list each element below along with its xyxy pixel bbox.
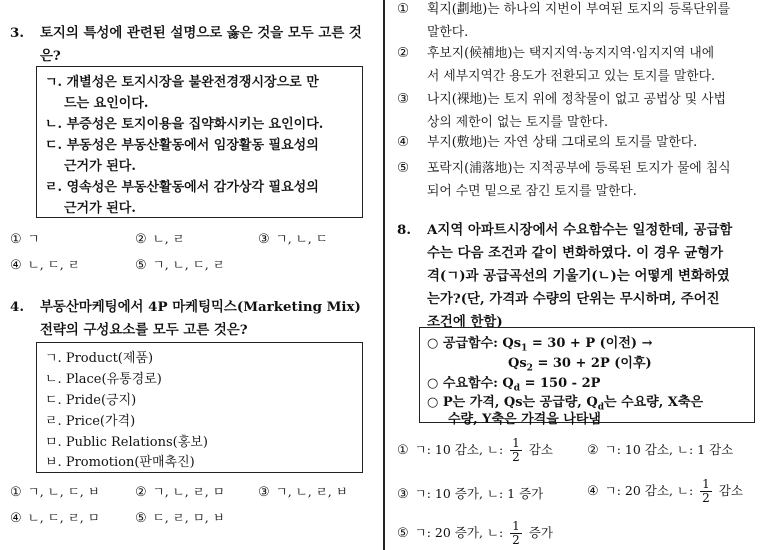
- q4-item-a: ㄱ. Product(제품): [45, 351, 154, 366]
- q3-item-a-cont: 드는 요인이다.: [64, 96, 149, 111]
- q3-option-5[interactable]: ⑤ ㄱ, ㄴ, ㄷ, ㄹ: [135, 257, 225, 273]
- q4-option-4[interactable]: ④ ㄴ, ㄷ, ㄹ, ㅁ: [10, 510, 100, 526]
- question-3: [10, 22, 370, 68]
- q8-option-2[interactable]: ② ㄱ: 10 감소, ㄴ: 1 감소: [587, 442, 734, 458]
- question-8: 8. A지역 아파트시장에서 수요함수는 일정한데, 공급함 수는 다음 조건과 같이 변화하였다. 이 경우 균형가 격(ㄱ)과 공급곡선의 기울기(ㄴ)는 어떻게 변화하였 는가?(단, 가격과 수량의 단위는 무시하며, 주어진 조건에 한함): [397, 219, 762, 334]
- q8-option-3[interactable]: ③ ㄱ: 10 증가, ㄴ: 1 증가: [397, 486, 544, 502]
- q8-option-1[interactable]: ① ㄱ: 10 감소, ㄴ: $\frac{1}{2}$ 감소: [397, 436, 553, 464]
- q4-item-e: ㅁ. Public Relations(홍보): [45, 435, 208, 450]
- q8-option-5[interactable]: ⑤ ㄱ: 20 증가, ㄴ: $\frac{1}{2}$ 증가: [397, 519, 553, 547]
- q8-note-line1: ○ P는 가격, Qs는 공급량, $Q_d$는 수요량, X축은: [427, 395, 703, 413]
- right-column: [389, 0, 766, 550]
- q3-item-b: ㄴ. 부증성은 토지이용을 집약화시키는 요인이다.: [45, 117, 324, 132]
- q7-option-5[interactable]: ⑤ 포락지(浦落地)는 지적공부에 등록된 토지가 물에 침식 되어 수면 밑으로 잠긴 토지를 말한다.: [397, 160, 731, 199]
- q3-option-4[interactable]: ④ ㄴ, ㄷ, ㄹ: [10, 257, 80, 273]
- q3-item-c: ㄷ. 부동성은 부동산활동에서 임장활동 필요성의: [45, 138, 319, 153]
- question-4-number: 4.: [10, 299, 24, 315]
- q7-option-1[interactable]: ① 획지(劃地)는 하나의 지번이 부여된 토지의 등록단위를 말한다.: [397, 1, 731, 40]
- q8-note-line2: 수량, Y축은 가격을 나타냄: [448, 412, 601, 427]
- q3-item-d-cont: 근거가 된다.: [64, 201, 136, 216]
- question-4-text-line2: 전략의 구성요소를 모두 고른 것은?: [40, 322, 248, 338]
- question-8-condition-box: [419, 327, 755, 427]
- question-3-statement-box: [36, 66, 363, 218]
- q4-option-2[interactable]: ② ㄱ, ㄴ, ㄹ, ㅁ: [135, 484, 225, 500]
- question-4-items-box: [36, 342, 363, 473]
- q4-option-3[interactable]: ③ ㄱ, ㄴ, ㄹ, ㅂ: [258, 484, 348, 500]
- q3-option-2[interactable]: ② ㄴ, ㄹ: [135, 231, 185, 247]
- q8-supply-function-after: $Qs_2 = 30 + 2P$ (이후): [508, 356, 652, 374]
- q4-item-b: ㄴ. Place(유통경로): [45, 372, 162, 387]
- q8-option-4[interactable]: ④ ㄱ: 20 감소, ㄴ: $\frac{1}{2}$ 감소: [587, 477, 743, 505]
- q3-item-a: ㄱ. 개별성은 토지시장을 불완전경쟁시장으로 만: [45, 75, 319, 90]
- q8-demand-function: ○ 수요함수: $Q_d = 150 - 2P$: [427, 376, 601, 394]
- q4-item-d: ㄹ. Price(가격): [45, 414, 136, 429]
- question-4-text-line1: 부동산마케팅에서 4P 마케팅믹스(Marketing Mix): [40, 299, 361, 315]
- q7-option-4[interactable]: ④ 부지(敷地)는 자연 상태 그대로의 토지를 말한다.: [397, 134, 698, 150]
- question-4: [10, 296, 375, 342]
- q3-option-3[interactable]: ③ ㄱ, ㄴ, ㄷ: [258, 231, 328, 247]
- q8-supply-function: ○ 공급함수: $Qs_1 = 30 + P$ (이전) →: [427, 336, 653, 354]
- q4-option-5[interactable]: ⑤ ㄷ, ㄹ, ㅁ, ㅂ: [135, 510, 225, 526]
- q4-item-f: ㅂ. Promotion(판매촉진): [45, 455, 195, 470]
- q3-item-d: ㄹ. 영속성은 부동산활동에서 감가상각 필요성의: [45, 180, 319, 195]
- q3-item-c-cont: 근거가 된다.: [64, 159, 136, 174]
- q3-option-1[interactable]: ① ㄱ: [10, 231, 40, 247]
- q4-item-c: ㄷ. Pride(긍지): [45, 393, 137, 408]
- q7-option-3[interactable]: ③ 나지(裸地)는 토지 위에 정착물이 없고 공법상 및 사법 상의 제한이 없는 토지를 말한다.: [397, 91, 726, 130]
- q7-option-2[interactable]: ② 후보지(候補地)는 택지지역·농지지역·임지지역 내에 서 세부지역간 용도가 전환되고 있는 토지를 말한다.: [397, 45, 716, 84]
- question-8-number: 8.: [397, 222, 411, 238]
- question-3-number: 3.: [10, 25, 24, 41]
- question-3-text: 토지의 특성에 관련된 설명으로 옳은 것을 모두 고른 것은?: [40, 25, 362, 64]
- fraction-one-half: $\frac{1}{2}$: [512, 519, 520, 547]
- left-column: [0, 0, 380, 550]
- column-divider: [383, 0, 385, 550]
- fraction-one-half: $\frac{1}{2}$: [702, 477, 710, 505]
- fraction-one-half: $\frac{1}{2}$: [512, 436, 520, 464]
- q4-option-1[interactable]: ① ㄱ, ㄴ, ㄷ, ㅂ: [10, 484, 100, 500]
